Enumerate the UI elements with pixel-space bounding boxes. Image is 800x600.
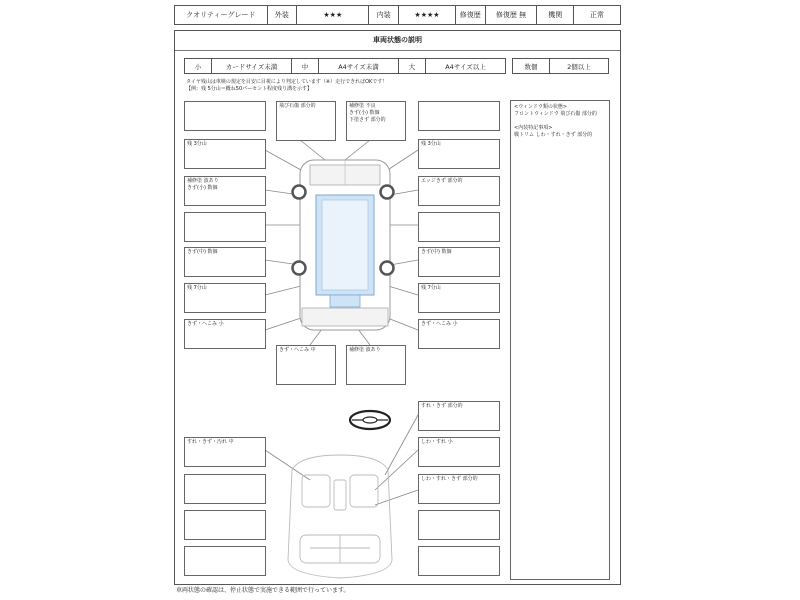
interior-rating: ★★★★	[398, 6, 455, 25]
repair-history-label: 修復歴	[455, 6, 485, 25]
steering-wheel-icon	[350, 411, 390, 429]
interior-label: 内装	[369, 6, 399, 25]
size-medium-desc: A4サイズ未満	[319, 59, 399, 74]
count-label: 数個	[513, 59, 550, 74]
interior-box-left-2	[184, 474, 266, 504]
size-small-desc: カードサイズ未満	[212, 59, 292, 74]
damage-box-right-3: エッジきず 部分的	[418, 176, 500, 206]
notes-panel	[510, 100, 610, 580]
damage-box-bottom-1: きず・へこみ 中	[276, 345, 336, 385]
damage-box-right-7: きず・へこみ 小	[418, 319, 500, 349]
interior-box-right-2: しわ・すれ 小	[418, 437, 500, 467]
car-interior-view	[288, 455, 392, 578]
window-note: フロントウィンドウ 飛び石傷 部分的	[514, 111, 597, 117]
engine-label: 機関	[537, 6, 574, 25]
size-large: 大	[399, 59, 426, 74]
footer-note: 車両状態の確認は、停止状態で実施できる範囲で行っています。	[176, 587, 350, 594]
interior-box-right-4	[418, 510, 500, 540]
damage-box-right-2: 残 3分山	[418, 139, 500, 169]
damage-box-top-1: 飛び石傷 部分的	[276, 101, 336, 141]
repair-history-value: 修復歴 無	[485, 6, 537, 25]
interior-heading: <内装特記事項>	[514, 125, 553, 131]
size-large-desc: A4サイズ以上	[426, 59, 506, 74]
damage-box-left-1	[184, 101, 266, 131]
damage-box-left-5: きず(中) 数個	[184, 247, 266, 277]
damage-box-top-2: 補修塗 不良 きず(小) 数個 下塗さず 部分的	[346, 101, 406, 141]
damage-box-right-6: 残 7分山	[418, 283, 500, 313]
size-medium: 中	[292, 59, 319, 74]
spacer	[514, 118, 606, 125]
damage-box-left-6: 残 7分山	[184, 283, 266, 313]
damage-box-bottom-2: 補修塗 波あり	[346, 345, 406, 385]
interior-box-right-1: すれ・きず 部分的	[418, 401, 500, 431]
interior-box-left-1: すれ・きず・汚れ 中	[184, 437, 266, 467]
damage-box-right-4	[418, 212, 500, 242]
interior-box-right-3: しわ・すれ・きず 部分的	[418, 474, 500, 504]
damage-box-left-7: きず・へこみ 小	[184, 319, 266, 349]
size-small: 小	[185, 59, 212, 74]
damage-box-left-3: 補修塗 波あり きず(小) 数個	[184, 176, 266, 206]
interior-box-right-5	[418, 546, 500, 576]
interior-box-left-4	[184, 546, 266, 576]
car-top-view	[300, 160, 390, 330]
interior-box-left-3	[184, 510, 266, 540]
quality-grade-label: クオリティーグレード	[175, 6, 268, 25]
count-value: 2個以上	[550, 59, 609, 74]
engine-value: 正常	[574, 6, 621, 25]
damage-box-left-4	[184, 212, 266, 242]
exterior-label: 外装	[267, 6, 297, 25]
interior-note: 戦トリム しわ・すれ・きず 部分的	[514, 132, 593, 138]
tire-note-example: 【例：残 5分山＝概ね50パーセント程度残り溝を示す】	[186, 86, 313, 92]
section-title: 車両状態の説明	[373, 36, 422, 44]
damage-box-right-5: きず(中) 数個	[418, 247, 500, 277]
exterior-rating: ★★★	[297, 6, 369, 25]
damage-box-right-1	[418, 101, 500, 131]
window-heading: <ウィンドウ類の状態>	[514, 104, 568, 110]
tire-note: タイヤ残山は車検の規定を目安に目視により判定しています（※）走行できればOKです！	[186, 79, 388, 85]
damage-box-left-2: 残 3分山	[184, 139, 266, 169]
